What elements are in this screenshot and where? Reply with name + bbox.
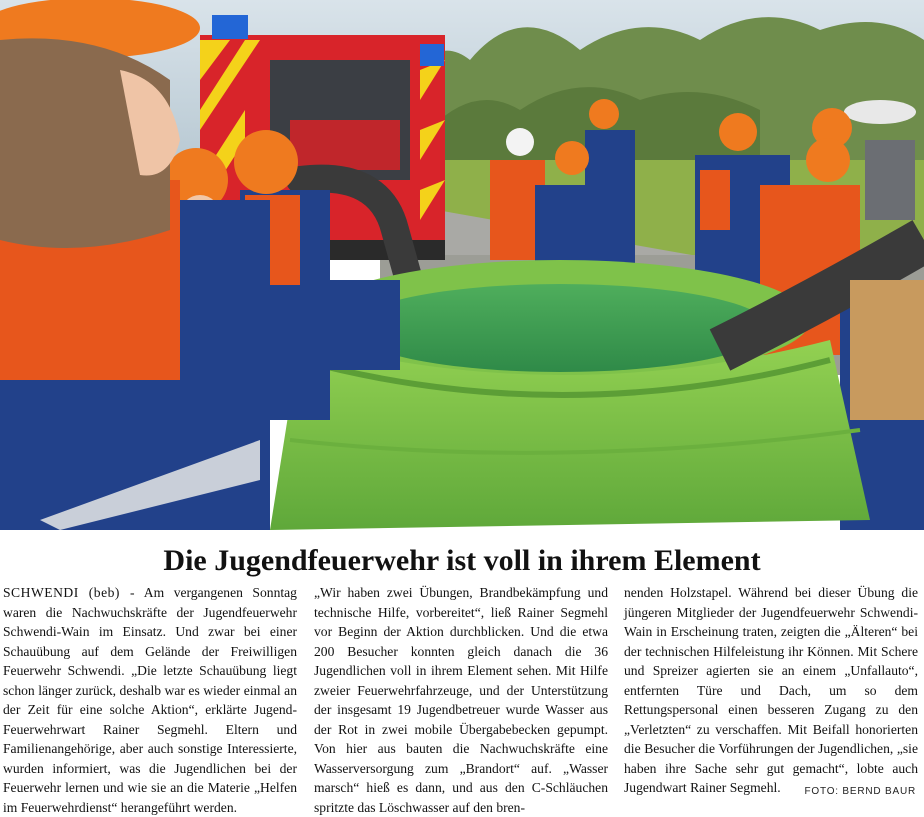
article-column-1-text: Am vergangenen Sonntag waren die Nachwuchskräfte der Jugendfeuerwehr Schwendi-Wain im Einsatz. Und zwar bei einer Schauübung auf dem Gelände der Freiwilligen Feuerwehr Schwendi. „Die letzte Schauübung liegt schon länger zurück, deshalb war es wieder einmal an der Zeit für eine solche Aktion“, erklärte Jugend-Feuerwehrwart Rainer Segmehl. Eltern und Familienangehörige, aber auch sonstige Interessierte, wurden informiert, was die Jugendlichen bei der Feuerwehr lernen und wie sie an die Materie „Helfen im Feuerwehrdienst“ herangeführt werden. [3, 585, 297, 815]
article-column-2: „Wir haben zwei Übungen, Brandbekämpfung und technische Hilfe, vorbereitet“, ließ Rainer Segmehl vor Beginn der Aktion durchblicken. Und die etwa 200 Besucher konnten gleich danach die 36 Jugendlichen voll in ihrem Element sehen. Mit Hilfe zweier Feuerwehrfahrzeuge, und der Unterstützung der insgesamt 19 Jugendbetreuer wurde Wasser aus der Rot in zwei mobile Übergabebecken gepumpt. Von hier aus bauten die Nachwuchskräfte eine Wasserversorgung zum „Brandort“ auf. „Wasser marsch“ hieß es dann, und aus den C-Schläuchen spritzte das Löschwasser auf den bren- [314, 585, 608, 815]
photo-credit: FOTO: BERND BAUR [804, 786, 916, 797]
article-column-3: nenden Holzstapel. Während bei dieser Übung die jüngeren Mitglieder der Jugendfeuerwehr Schwendi-Wain in Erscheinung traten, zeigten die „Älteren“ bei der technischen Hilfeleistung ihr Können. Mit Schere und Spreizer agierten sie an einem „Unfallauto“, entfernten Türe und Dach, um so dem Rettungspersonal einen besseren Zugang zu den „Verletzten“ zu verschaffen. Mit Beifall honorierten die Besucher die Vorführungen der Jugendlichen, „sie haben ihre Sache sehr gut gemacht“, lobte auch Jugendwart Rainer Segmehl. [624, 585, 918, 795]
headline: Die Jugendfeuerwehr ist voll in ihrem Element [163, 544, 761, 577]
dateline: SCHWENDI (beb) - [3, 585, 135, 600]
article-column-1 [3, 583, 297, 815]
